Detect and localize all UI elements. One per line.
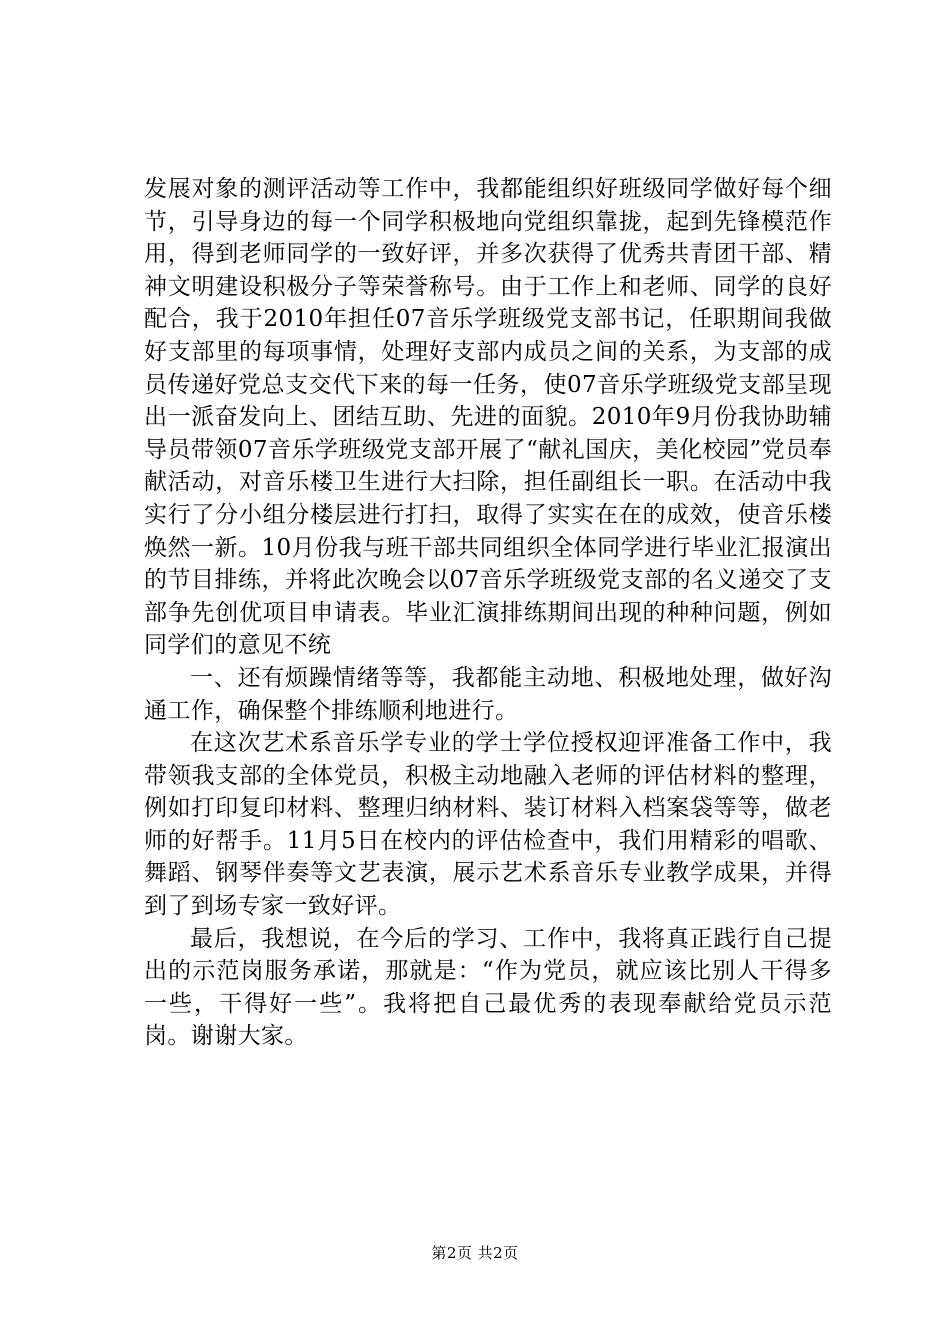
paragraph-1: 发展对象的测评活动等工作中，我都能组织好班级同学做好每个细节，引导身边的每一个同学积极地向党组织靠拢，起到先锋模范作用，得到老师同学的一致好评，并多次获得了优秀共青团干部、精神文明建设积极分子等荣誉称号。由于工作上和老师、同学的良好配合，我于2010年担任07音乐学班级党支部书记，任职期间我做好支部里的每项事情，处理好支部内成员之间的关系，为支部的成员传递好党总支交代下来的每一任务，使07音乐学班级党支部呈现出一派奋发向上、团结互助、先进的面貌。2010年9月份我协助辅导员带领07音乐学班级党支部开展了“献礼国庆，美化校园”党员奉献活动，对音乐楼卫生进行大扫除，担任副组长一职。在活动中我实行了分小组分楼层进行打扫，取得了实实在在的成效，使音乐楼焕然一新。10月份我与班干部共同组织全体同学进行毕业汇报演出的节目排练，并将此次晚会以07音乐学班级党支部的名义递交了支部争先创优项目申请表。毕业汇演排练期间出现的种种问题，例如同学们的意见不统 xyxy=(144,176,832,659)
paragraph-4: 最后，我想说，在今后的学习、工作中，我将真正践行自己提出的示范岗服务承诺，那就是：“作为党员，就应该比别人干得多一些，干得好一些”。我将把自己最优秀的表现奉献给党员示范岗。谢谢大家。 xyxy=(144,925,832,1050)
page-footer: 第2页 共2页 xyxy=(431,1244,519,1262)
paragraph-2: 一、还有烦躁情绪等等，我都能主动地、积极地处理，做好沟通工作，确保整个排练顺利地进行。 xyxy=(144,664,832,724)
body-text xyxy=(144,173,832,1053)
paragraph-3: 在这次艺术系音乐学专业的学士学位授权迎评准备工作中，我带领我支部的全体党员，积极主动地融入老师的评估材料的整理，例如打印复印材料、整理归纳材料、装订材料入档案袋等等，做老师的好帮手。11月5日在校内的评估检查中，我们用精彩的唱歌、舞蹈、钢琴伴奏等文艺表演，展示艺术系音乐专业教学成果，并得到了到场专家一致好评。 xyxy=(144,730,832,920)
